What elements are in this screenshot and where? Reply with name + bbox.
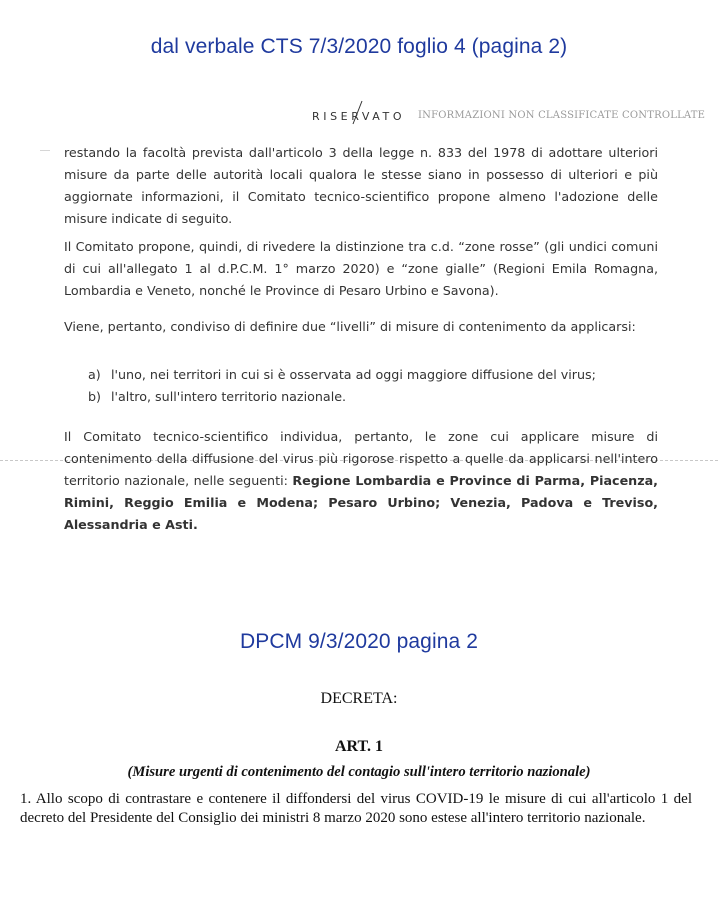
article-body [20, 790, 692, 828]
article-title: ART. 1 [334, 738, 384, 755]
article-subtitle: (Misure urgenti di contenimento del contagio sull'intero territorio nazionale) [127, 764, 591, 780]
levels-list [88, 364, 658, 408]
decreta-heading: DECRETA: [320, 690, 398, 707]
handwritten-slash-mark [350, 100, 364, 126]
decree-heading: DPCM 9/3/2020 pagina 2 [239, 630, 479, 653]
verbale-paragraph-3-text: Viene, pertanto, condiviso di definire due “livelli” di misure di contenimento da applicarsi: [64, 319, 636, 334]
list-item-text: l'uno, nei territori in cui si è osservata ad oggi maggiore diffusione del virus; [111, 367, 596, 382]
list-item [88, 364, 658, 386]
verbale-paragraph-1 [64, 142, 658, 230]
verbale-paragraph-1-text: restando la facoltà prevista dall'articolo 3 della legge n. 833 del 1978 di adottare ulteriori misure da parte delle autorità locali qualora le stesse siano in possesso di ulteriori e più aggiornate informazioni, il Comitato tecnico-scientifico propone almeno l'adozione delle misure indicate di seguito. [64, 145, 658, 226]
list-item-text: l'altro, sull'intero territorio nazionale. [111, 389, 347, 404]
classification-line: INFORMAZIONI NON CLASSIFICATE CONTROLLATE [418, 110, 706, 121]
article-body-text: 1. Allo scopo di contrastare e contenere il diffondersi del virus COVID-19 le misure di cui all'articolo 1 del decreto del Presidente del Consiglio dei ministri 8 marzo 2020 sono estese all'intero territorio nazionale. [20, 791, 692, 826]
scan-artifact [40, 150, 50, 151]
verbale-paragraph-3 [64, 316, 658, 338]
paragraph-4-intro: Il Comitato tecnico-scientifico individua, pertanto, le zone cui applicare misure di contenimento della diffusione del virus più rigorose rispetto a quelle da applicarsi nell'intero territorio nazionale, nelle seguenti: [64, 429, 658, 488]
riservato-stamp: RISERVATO [312, 110, 406, 123]
list-marker: a) [88, 367, 101, 382]
verbale-paragraph-4-text [64, 426, 658, 536]
verbale-paragraph-2 [64, 236, 658, 302]
list-marker: b) [88, 389, 102, 404]
verbale-paragraph-4 [64, 426, 658, 536]
verbale-paragraph-2-text: Il Comitato propone, quindi, di rivedere la distinzione tra c.d. “zone rosse” (gli undici comuni di cui all'allegato 1 al d.P.C.M. 1° marzo 2020) e “zone gialle” (Regioni Emila Romagna, Lombardia e Veneto, nonché le Province di Pesaro Urbino e Savona). [64, 239, 658, 298]
list-item [88, 386, 658, 408]
zones-list: Regione Lombardia e Province di Parma, Piacenza, Rimini, Reggio Emilia e Modena; Pesaro Urbino; Venezia, Padova e Treviso, Alessandria e Asti. [64, 473, 658, 532]
source-heading: dal verbale CTS 7/3/2020 foglio 4 (pagina 2) [150, 35, 568, 58]
